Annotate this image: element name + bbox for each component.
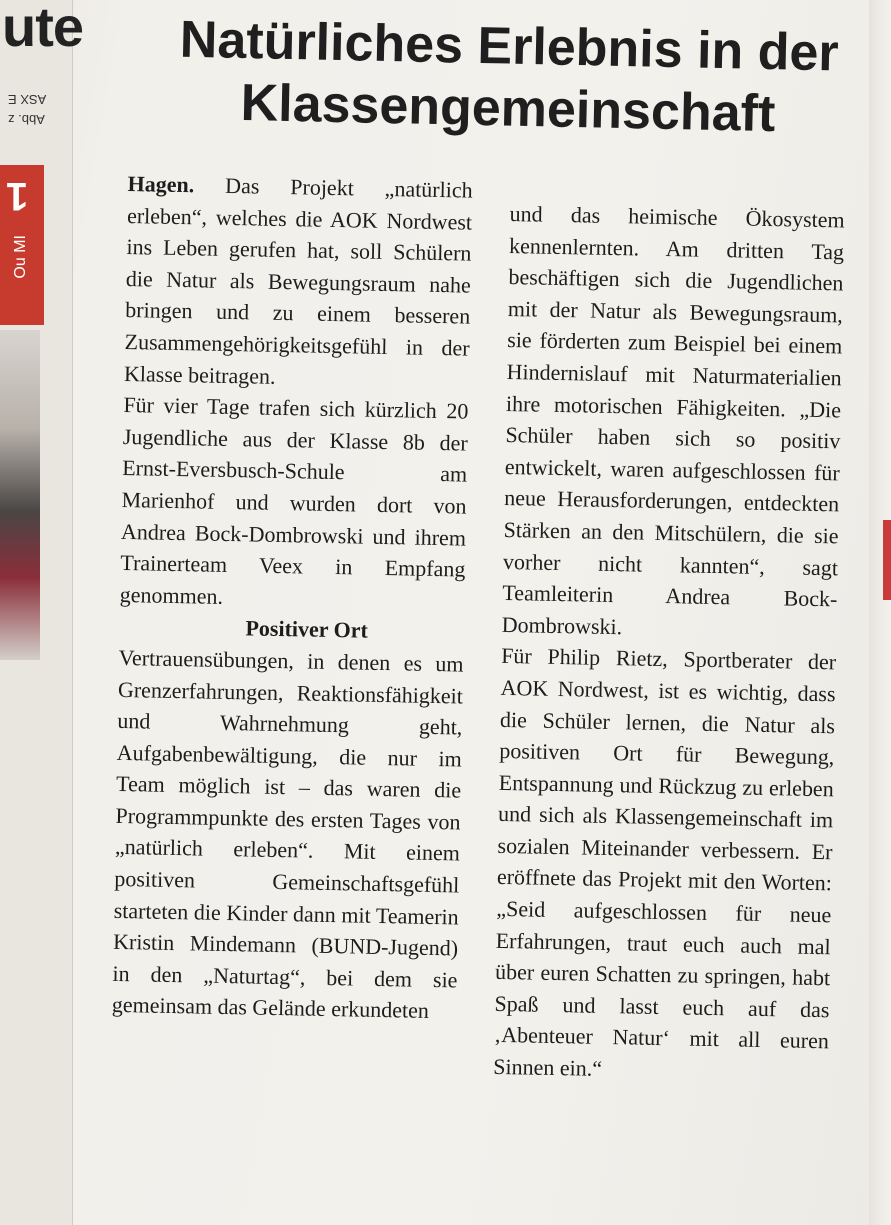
article-paragraph-3: Vertrauensübungen, in denen es um Grenzerfahrungen, Reaktionsfähigkeit und Wahrnehmung geht, Aufgabenbewältigung, die nur im Team möglich ist – das waren die Programmpunkte des ersten Tages von „natürlich erleben“. Mit einem positiven Gemeinschaftsgefühl starteten die Kinder dann mit Teamerin Kristin Mindemann (BUND-Jugend) in den „Naturtag“, bei dem sie gemeinsam das Gelände erkundeten bbox=[111, 644, 464, 1024]
neighbor-title-fragment: ute bbox=[2, 0, 83, 58]
article-paragraph-2: Für vier Tage trafen sich kürzlich 20 Jugendliche aus der Klasse 8b der Ernst-Eversbusch-Schule am Marienhof und wurden dort von Andrea Bock-Dombrowski und ihrem Trainerteam Veex in Empfang genommen. bbox=[119, 392, 469, 609]
neighbor-caption-1: Abb. z bbox=[8, 112, 45, 127]
article-headline: Natürliches Erlebnis in der Klassengemeinschaft bbox=[179, 10, 840, 144]
right-page-edge bbox=[869, 0, 891, 1225]
neighbor-photo bbox=[0, 330, 40, 660]
neighbor-caption-2: ASX E bbox=[8, 92, 47, 107]
neighbor-article-clipping bbox=[0, 0, 83, 1225]
neighbor-advertisement bbox=[0, 165, 44, 325]
paragraph-1-text: Das Projekt „natürlich erleben“, welches die AOK Nordwest ins Leben gerufen hat, soll Schülern die Natur als Bewegungsraum nahe bringen und zu einem besseren Zusammengehörigkeitsgefühl in der Klasse beitragen. bbox=[123, 172, 473, 389]
ad-number: 1 bbox=[6, 174, 29, 218]
ad-text: Ou MI bbox=[12, 235, 29, 279]
article-paragraph-4: und das heimische Ökosystem kennenlernten. Am dritten Tag beschäftigen sich die Jugendlichen mit der Natur als Bewegungsraum, sie förderten zum Beispiel bei einem Hindernislauf mit Naturmaterialien ihre motorischen Fähigkeiten. „Die Schüler haben sich so positiv entwickelt, waren aufgeschlossen für neue Herausforderungen, entdeckten Stärken an den Mitschülern, die sie vorher nicht kannten“, sagt Teamleiterin Andrea Bock-Dombrowski. bbox=[501, 200, 845, 639]
right-edge-red-mark bbox=[883, 520, 891, 600]
lead-place: Hagen. bbox=[127, 170, 195, 198]
article-subheading: Positiver Ort bbox=[245, 615, 369, 643]
article-paragraph-1 bbox=[124, 168, 473, 396]
article-column-right bbox=[493, 198, 845, 1089]
article-paragraph-5: Für Philip Rietz, Sportberater der AOK Nordwest, ist es wichtig, dass die Schüler lernen, die Natur als positiven Ort für Bewegung, Entspannung und Rückzug zu erleben und sich als Klassengemeinschaft im sozialen Miteinander verbessern. Er eröffnete das Projekt mit den Worten: „Seid aufgeschlossen für neue Erfahrungen, traut euch auch mal über euren Schatten zu springen, habt Spaß und lasst euch auf das ‚Abenteuer Natur‘ mit all euren Sinnen ein.“ bbox=[493, 643, 837, 1081]
article-column-left bbox=[112, 168, 473, 1027]
